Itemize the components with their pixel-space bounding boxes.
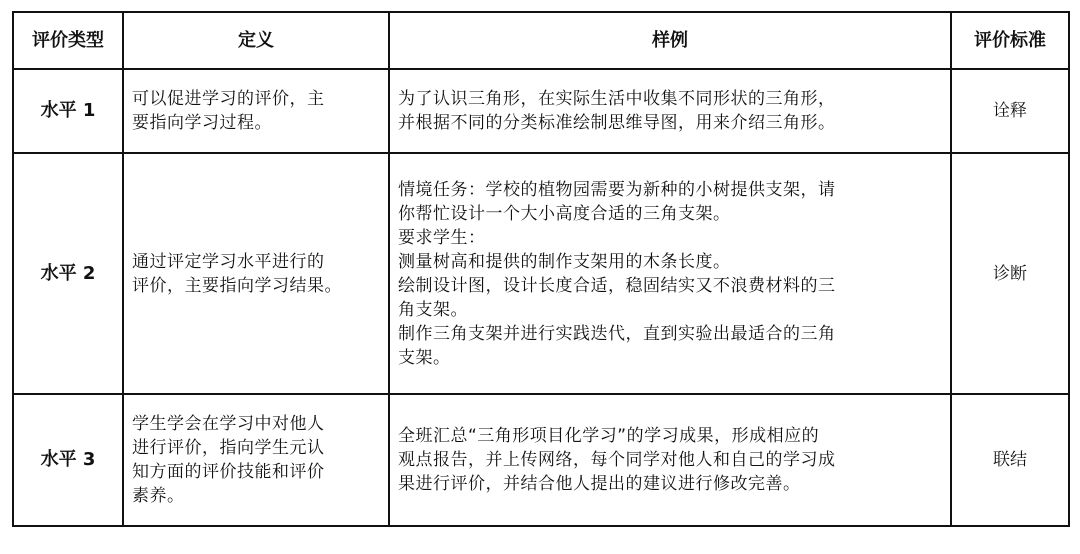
cell-standard: 诠释 (951, 69, 1069, 153)
header-standard: 评价标准 (951, 12, 1069, 69)
header-type: 评价类型 (13, 12, 123, 69)
example-line: 测量树高和提供的制作支架用的木条长度。 (398, 251, 731, 272)
cell-type: 水平 2 (13, 153, 123, 394)
header-definition: 定义 (123, 12, 389, 69)
header-row (13, 12, 1069, 69)
cell-type: 水平 1 (13, 69, 123, 153)
definition-line: 学生学会在学习中对他人 (132, 414, 325, 434)
example-line: 制作三角支架并进行实践迭代，直到实验出最适合的三角 (398, 323, 836, 344)
example-line: 观点报告，并上传网络，每个同学对他人和自己的学习成 (398, 450, 836, 470)
definition-line: 知方面的评价技能和评价 (132, 462, 325, 482)
definition-line: 可以促进学习的评价，主 (132, 89, 325, 109)
cell-definition (123, 394, 389, 526)
example-line: 为了认识三角形，在实际生活中收集不同形状的三角形， (398, 89, 836, 109)
example-line: 你帮忙设计一个大小高度合适的三角支架。 (398, 203, 731, 224)
cell-example (389, 69, 951, 153)
example-line: 角支架。 (398, 299, 468, 320)
evaluation-table (12, 11, 1070, 527)
cell-definition (123, 69, 389, 153)
cell-definition (123, 153, 389, 394)
cell-type: 水平 3 (13, 394, 123, 526)
cell-example (389, 153, 951, 394)
definition-line: 要指向学习过程。 (132, 113, 272, 133)
header-example: 样例 (389, 12, 951, 69)
example-line: 并根据不同的分类标准绘制思维导图，用来介绍三角形。 (398, 113, 836, 133)
table-row (13, 394, 1069, 526)
definition-line: 进行评价，指向学生元认 (132, 438, 325, 458)
table-row (13, 69, 1069, 153)
example-line: 绘制设计图，设计长度合适，稳固结实又不浪费材料的三 (398, 275, 836, 296)
definition-line: 评价，主要指向学习结果。 (132, 275, 342, 296)
definition-line: 素养。 (132, 486, 185, 506)
example-line: 情境任务：学校的植物园需要为新种的小树提供支架，请 (398, 179, 836, 200)
table-row (13, 153, 1069, 394)
example-line: 支架。 (398, 347, 451, 368)
cell-standard: 诊断 (951, 153, 1069, 394)
example-line: 果进行评价，并结合他人提出的建议进行修改完善。 (398, 474, 801, 494)
cell-standard: 联结 (951, 394, 1069, 526)
example-line: 全班汇总“三角形项目化学习”的学习成果，形成相应的 (398, 426, 820, 446)
example-line: 要求学生： (398, 227, 486, 248)
definition-line: 通过评定学习水平进行的 (132, 251, 325, 272)
cell-example (389, 394, 951, 526)
